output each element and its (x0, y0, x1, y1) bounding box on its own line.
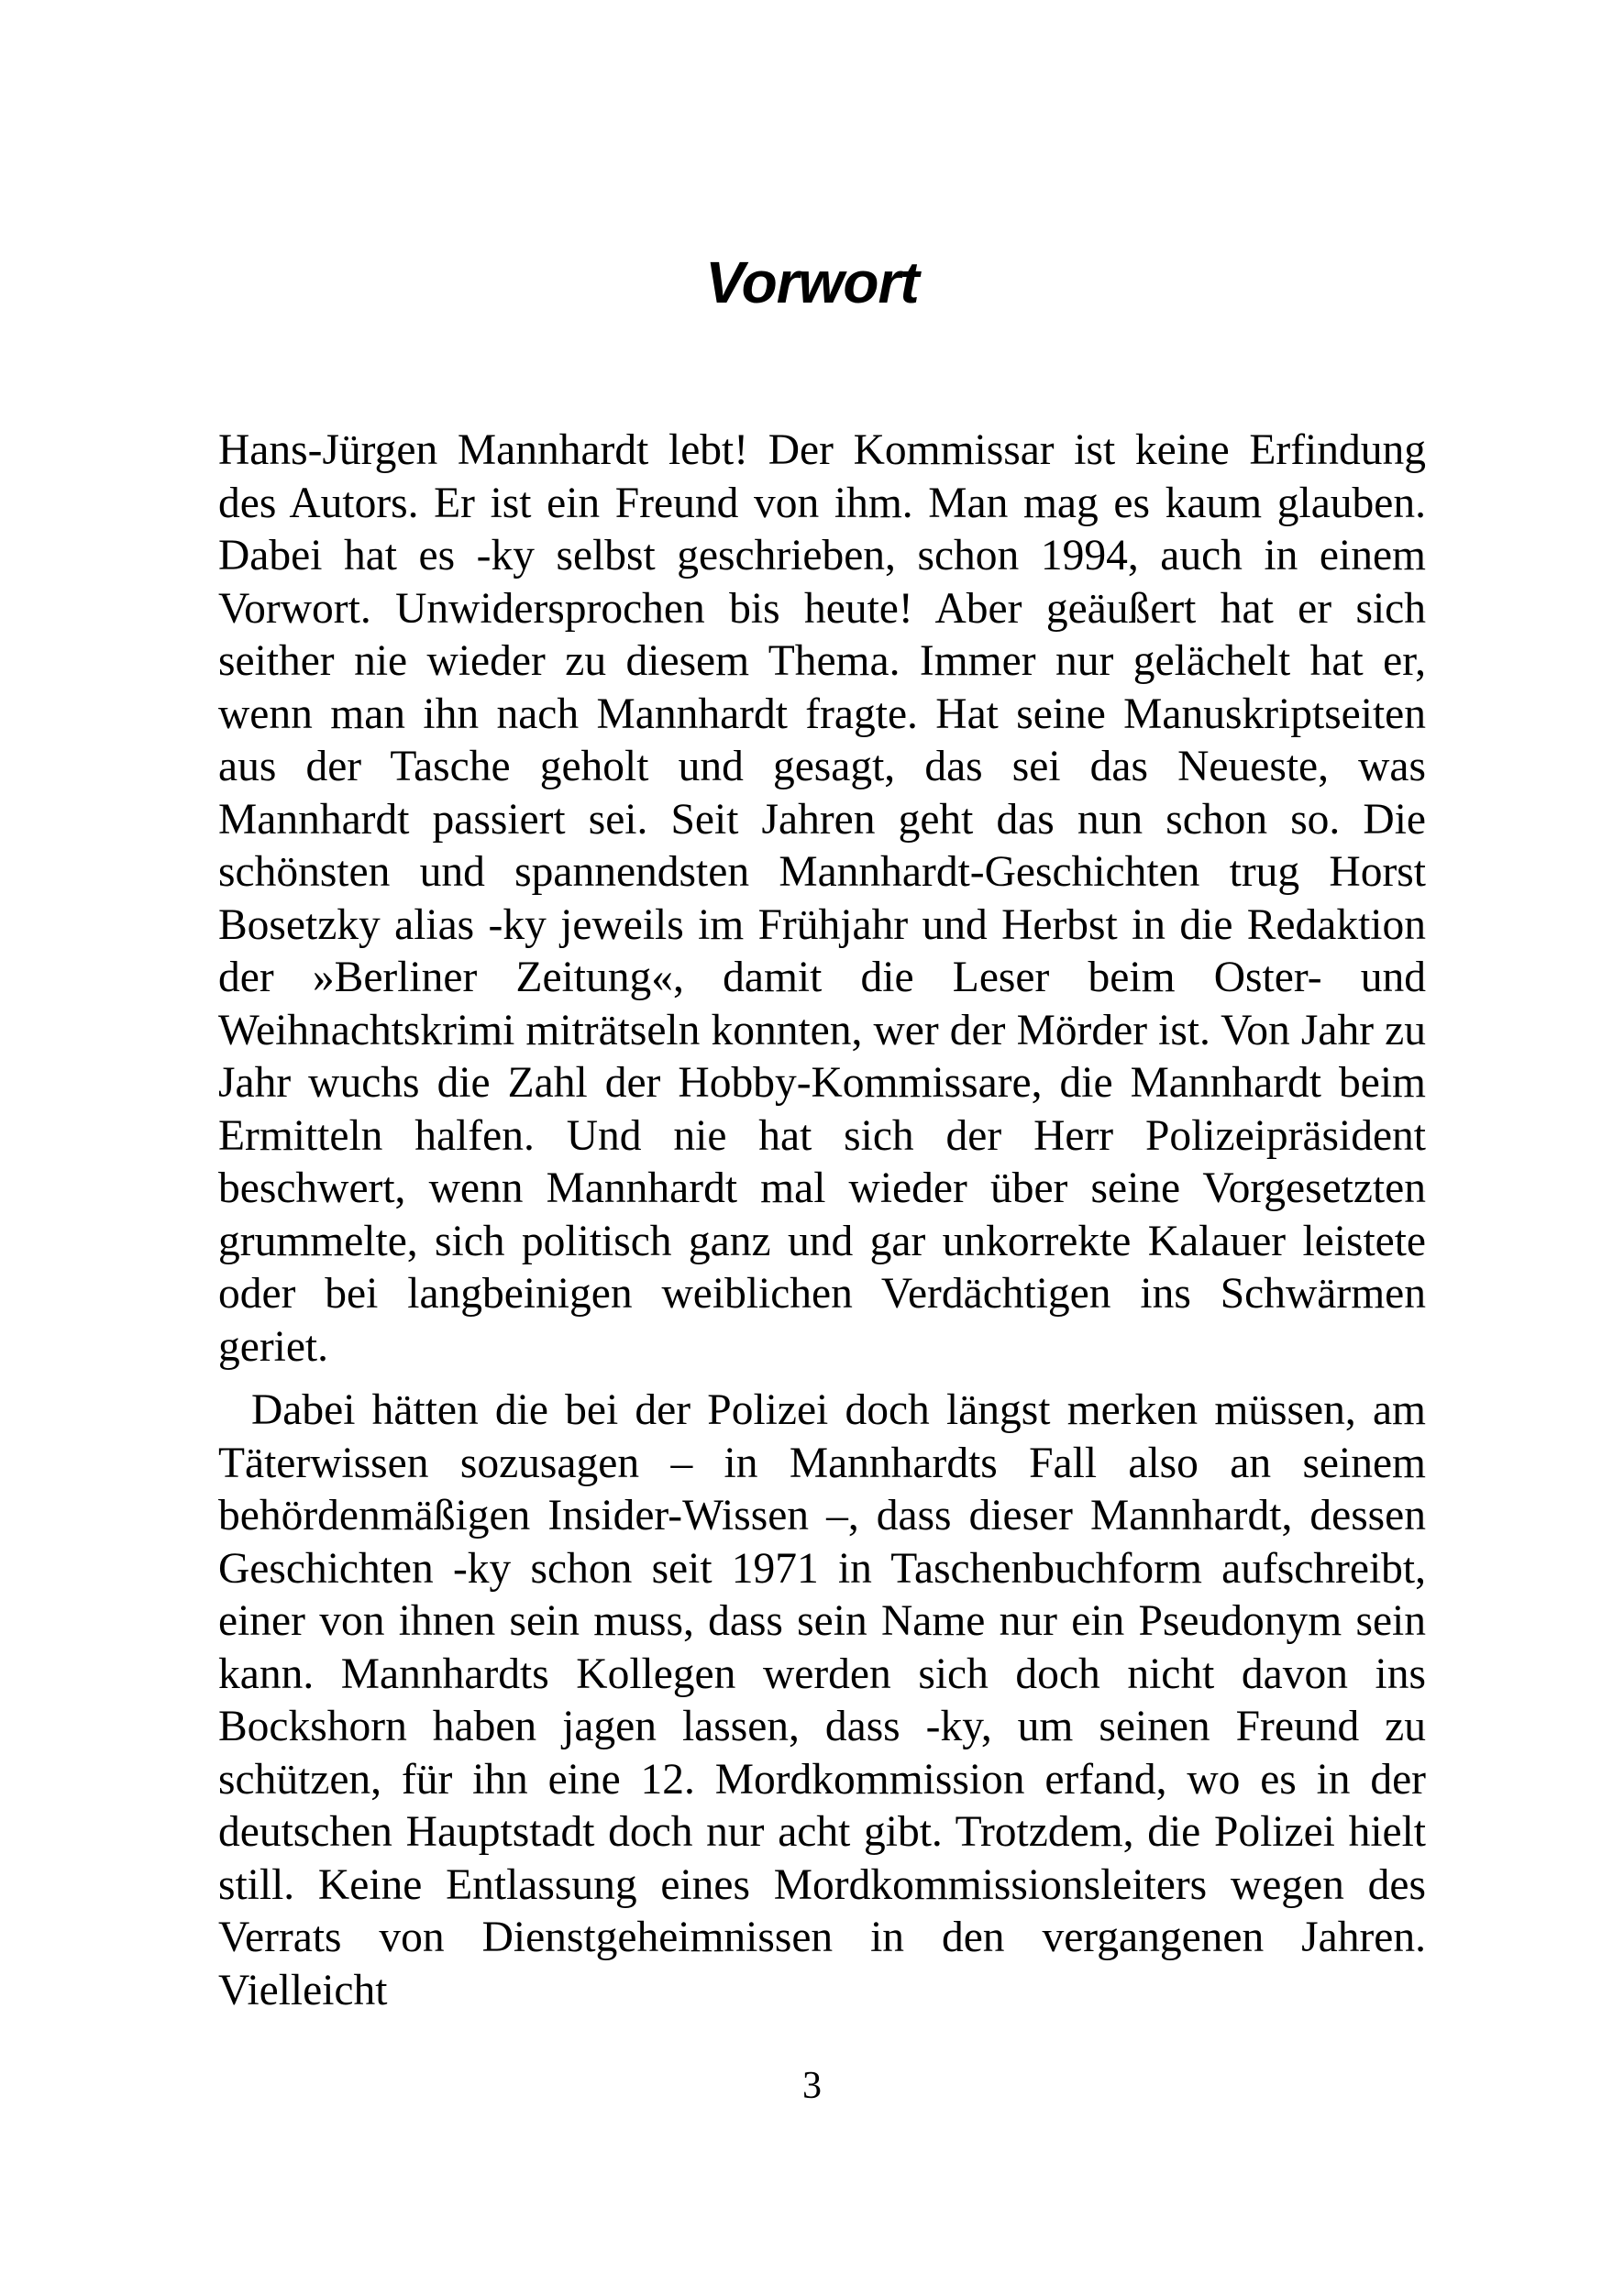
page-number: 3 (802, 2065, 822, 2107)
chapter-heading: Vorwort (705, 249, 919, 315)
paragraph-2: Dabei hätten die bei der Polizei doch längst merken müssen, am Täterwissen sozusagen – in Mannhardts Fall also an seinem behördenmäßigen Insider-Wissen –, dass dieser Mannhardt, dessen Geschichten -ky schon seit 1971 in Taschenbuchform aufschreibt, einer von ihnen sein muss, dass sein Name nur ein Pseudonym sein kann. Mannhardts Kollegen werden sich doch nicht davon ins Bockshorn haben jagen lassen, dass -ky, um seinen Freund zu schützen, für ihn eine 12. Mordkommission erfand, wo es in der deutschen Hauptstadt doch nur acht gibt. Trotzdem, die Polizei hielt still. Keine Entlassung eines Mordkommissionsleiters wegen des Verrats von Dienstgeheimnissen in den vergangenen Jahren. Vielleicht (218, 1386, 1426, 2014)
paragraph-1: Hans-Jürgen Mannhardt lebt! Der Kommissar ist keine Erfindung des Autors. Er ist ein Freund von ihm. Man mag es kaum glauben. Dabei hat es -ky selbst geschrieben, schon 1994, auch in einem Vorwort. Unwidersprochen bis heute! Aber geäußert hat er sich seither nie wieder zu diesem Thema. Immer nur gelächelt hat er, wenn man ihn nach Mannhardt fragte. Hat seine Manuskriptseiten aus der Tasche geholt und gesagt, das sei das Neueste, was Mannhardt passiert sei. Seit Jahren geht das nun schon so. Die schönsten und spannendsten Mannhardt-Geschichten trug Horst Bosetzky alias -ky jeweils im Frühjahr und Herbst in die Redaktion der »Berliner Zeitung«, damit die Leser beim Oster- und Weihnachtskrimi miträtseln konnten, wer der Mörder ist. Von Jahr zu Jahr wuchs die Zahl der Hobby-Kommissare, die Mannhardt beim Ermitteln halfen. Und nie hat sich der Herr Polizeipräsident beschwert, wenn Mannhardt mal wieder über seine Vorgesetzten grummelte, sich politisch ganz und gar unkorrekte Kalauer leistete oder bei langbeinigen weiblichen Verdächtigen ins Schwärmen geriet. (218, 426, 1426, 1371)
body-text (218, 425, 1426, 2017)
